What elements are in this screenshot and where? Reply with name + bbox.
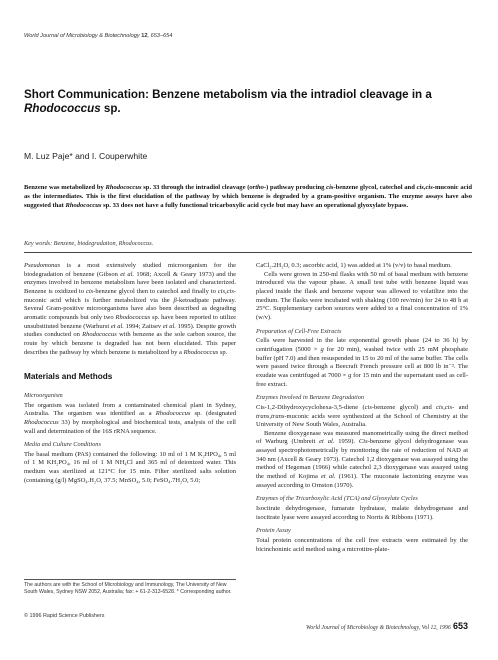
- protein-heading: Protein Assay: [256, 527, 291, 535]
- title-genus: Rhodococcus: [24, 102, 101, 116]
- microorganism-heading: Microorganism: [24, 391, 63, 399]
- enzymes-paragraph-1: Cis-1,2-Dihydroxycyclohexa-3,5-diene (cis-benzene glycol) and cis,cis- and trans,trans-muconic acids were synthesized at the School of Chemistry at the University of New South Wales, Australia.: [256, 403, 468, 429]
- extracts-paragraph: Cells were harvested in the late exponential growth phase (24 to 36 h) by centrifugation (5000 × g for 20 min), washed twice with 25 mM phosphate buffer (pH 7.0) and then resuspended in 15 to 20 ml of the same buffer. The cells were passed twice through a Beecraft French pressure cell at 800 lb in⁻². The exudate was centrifuged at 7000 × g for 15 min and the supernatant used as cell-free extract.: [256, 337, 468, 388]
- introduction-paragraph: Pseudomonas is a most extensively studied microorganism for the biodegradation of benzene (Gibson et al. 1968; Axcell & Geary 1973) and the enzymes involved in benzene metabolism have been isolated and characterized. Benzene is oxidized to cis-benzene glycol then to catechol and finally to cis,cis-muconic acid which is further metabolized via the β-ketoadipate pathway. Several Gram-positive microorganisms have also been described as degrading aromatic compounds but only two Rhodococcus sp. have been reported to utilize unsubstituted benzene (Warhurst et al. 1994; Zaitsev et al. 1995). Despite growth studies conducted on Rhodococcus with benzene as the sole carbon source, the route by which benzene is degraded has not been elucidated. This paper describes the pathway by which benzene is metabolized by a Rhodococcus sp.: [24, 262, 237, 356]
- right-column: [256, 262, 468, 554]
- left-column: [24, 262, 236, 485]
- journal-pages: , 653–654: [147, 33, 173, 39]
- footnote-divider: [24, 579, 236, 580]
- title-suffix: sp.: [100, 102, 121, 116]
- methods-heading: Materials and Methods: [24, 372, 113, 382]
- keywords: Key words: Benzene, biodegradation, Rhodococcus.: [24, 240, 154, 247]
- article-title: [24, 88, 464, 117]
- extracts-heading: Preparation of Cell-Free Extracts: [256, 327, 342, 335]
- enzymes-heading: Enzymes Involved in Benzene Degradation: [256, 394, 365, 402]
- page-footer: World Journal of Microbiology & Biotechnology, Vol 12, 1996: [306, 625, 451, 631]
- growth-paragraph: Cells were grown in 250-ml flasks with 50 ml of basal medium with benzene introduced via the vapour phase. A small test tube with benzene liquid was placed inside the flask and benzene vapour was allowed to volatilize into the medium. The flasks were incubated with shaking (100 rev/min) for 24 to 48 h at 25°C. Supplementary carbon sources were added to a final concentration of 1% (w/v).: [256, 270, 468, 321]
- journal-volume: 12: [141, 33, 148, 39]
- media-heading: Media and Culture Conditions: [24, 441, 101, 449]
- journal-name: World Journal of Microbiology & Biotechnology: [24, 33, 140, 39]
- media-paragraph: The basal medium (PAS) contained the following: 10 ml of 1 M K₂HPO₄, 5 ml of 1 M KH₂PO₄, 16 ml of 1 M NH₄Cl and 365 ml of deionized water. This medium was sterilized at 121°C for 15 min. Filter sterilized salts solution (containing (g/l) MgSO₄.H₂O, 37.5; MnSO₄, 5.0; FeSO₄.7H₂O, 5.0;: [24, 450, 236, 484]
- title-text: Short Communication: Benzene metabolism via the intradiol cleavage in a: [24, 88, 432, 101]
- media-continuation: CaCl₂.2H₂O, 0.3; ascorbic acid, 1) was added at 1% (v/v) to basal medium.: [256, 262, 452, 269]
- page-number: 653: [453, 621, 469, 631]
- abstract: Benzene was metabolized by Rhodococcus sp. 33 through the intradiol cleavage (ortho-) pathway producing cis-benzene glycol, catechol and cis,cis-muconic acid as the intermediates. This is the first elucidation of the pathway by which benzene is degraded by a gram-positive organism. The enzyme assays have also suggested that Rhodococcus sp. 33 does not have a fully functional tricarboxylic acid cycle but may have an operational glyoxylate bypass.: [24, 184, 472, 210]
- authors: M. Luz Paje* and I. Couperwhite: [24, 151, 148, 161]
- tca-heading: Enzymes of the Tricarboxylic Acid (TCA) and Glyoxylate Cycles: [256, 495, 418, 503]
- copyright-notice: © 1996 Rapid Science Publishers: [24, 613, 105, 619]
- enzymes-paragraph-2: Benzene dioxygenase was measured manometrically using the direct method of Warburg (Umbreit et al. 1959). Cis-benzene glycol dehydrogenase was assayed spectrophotometrically by monitoring the rate of reduction of NAD at 340 nm (Axcell & Geary 1973). Catechol 1,2 dioxygenase was assayed using the method of Hegeman (1966) while catechol 2,3 dioxygenase was assayed using the method of Kojima et al. (1961). The muconate lactonizing enzyme was assayed according to Ornston (1970).: [256, 429, 468, 489]
- protein-paragraph: Total protein concentrations of the cell free extracts were estimated by the bicinchoninic acid method using a microtitre-plate-: [256, 537, 468, 553]
- tca-paragraph: Isocitrate dehydrogenase, fumarate hydratase, malate dehydrogenase and isocitrate lyase were assayed according to Norris & Ribbons (1971).: [256, 505, 468, 521]
- section-divider: [24, 252, 472, 253]
- microorganism-paragraph: The organism was isolated from a contaminated chemical plant in Sydney, Australia. The organism was identified as a Rhodococcus sp. (designated Rhodococcus 33) by morphological and biochemical tests, analysis of the cell wall and determination of the 16S rRNA sequence.: [24, 401, 236, 435]
- journal-header: [24, 33, 172, 39]
- author-affiliation-footnote: The authors are with the School of Microbiology and Immunology, The University of New South Wales, Sydney NSW 2052, Australia; fax: + 61-2-313-6528. * Corresponding author.: [24, 582, 232, 595]
